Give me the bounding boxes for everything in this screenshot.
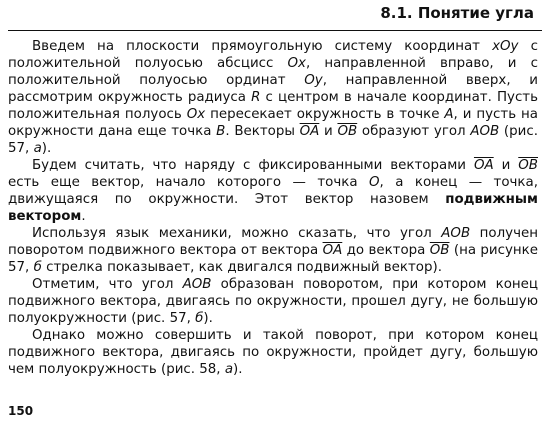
text-run: (на рисунке 57, <box>8 243 539 275</box>
formatted-run: AOB <box>470 124 500 139</box>
text-run: образован поворотом, при котором конец подвижного вектора, двигаясь по окружности, прошел дугу, не большую полуокружности (рис. 57, <box>8 277 539 326</box>
text-run: ). <box>41 141 52 156</box>
text-run: Отметим, что угол <box>32 277 183 292</box>
text-run: пересекает окружность в точке <box>205 107 445 122</box>
formatted-run: AOB <box>182 277 212 292</box>
formatted-run: а <box>224 362 234 377</box>
text-run: и <box>493 158 519 173</box>
text-run: Однако можно совершить и такой поворот, при котором конец подвижного вектора, двигаясь по окружности, пройдет дугу, большую чем полуокружность (рис. 58, <box>8 328 538 377</box>
formatted-run: $\overline{OB}$ <box>429 243 450 258</box>
text-run: , направленной вверх, и рассмотрим окружность радиуса <box>8 73 538 105</box>
formatted-run: б <box>33 260 42 275</box>
text-run: Введем на плоскости прямоугольную систему координат <box>32 39 493 54</box>
text-run: . Векторы <box>225 124 300 139</box>
text-run: , а конец — точка, движущаяся по окружности. Этот вектор назовем <box>8 175 538 207</box>
text-run: стрелка показывает, как двигался подвижный вектор). <box>41 260 442 275</box>
text-run: с центром в начале координат. Пусть положительная полуось <box>8 90 538 122</box>
formatted-run: $\overline{OB}$ <box>337 124 358 139</box>
formatted-run: подвижным вектором <box>8 192 538 224</box>
formatted-run: $\overline{OA}$ <box>322 243 343 258</box>
text-run: (рис. 57, <box>8 124 538 156</box>
text-run: есть еще вектор, начало которого — точка <box>8 175 369 190</box>
text-run: Используя язык механики, можно сказать, что угол <box>32 226 442 241</box>
section-header: 8.1. Понятие угла <box>380 4 534 22</box>
text-run: ). <box>203 311 213 326</box>
text-run: и <box>319 124 338 139</box>
formatted-run: A <box>444 107 454 122</box>
paragraph <box>8 38 538 157</box>
formatted-run: $\overline{OA}$ <box>299 124 320 139</box>
text-run: , направленной вправо, и с положительной полуосью ординат <box>8 56 538 88</box>
text-run: получен поворотом подвижного вектора от вектора <box>8 226 539 258</box>
formatted-run: $\overline{OA}$ <box>473 158 494 173</box>
formatted-run: B <box>216 124 226 139</box>
formatted-run: xOy <box>492 39 519 54</box>
formatted-run: Oy <box>304 73 323 88</box>
formatted-run: AOB <box>441 226 471 241</box>
header-rule <box>8 30 542 31</box>
paragraph <box>8 276 538 327</box>
formatted-run: Ox <box>287 56 306 71</box>
formatted-run: O <box>369 175 380 190</box>
formatted-run: R <box>251 90 261 105</box>
paragraph <box>8 225 538 276</box>
text-run: с положительной полуосью абсцисс <box>8 39 538 71</box>
text-run: образуют угол <box>357 124 471 139</box>
paragraph <box>8 327 538 378</box>
text-run: до вектора <box>342 243 430 258</box>
formatted-run: а <box>33 141 42 156</box>
formatted-run: Ox <box>186 107 206 122</box>
formatted-run: б <box>195 311 204 326</box>
formatted-run: $\overline{OB}$ <box>518 158 538 173</box>
page-body <box>8 38 538 378</box>
paragraph <box>8 157 538 225</box>
page-number: 150 <box>8 404 34 418</box>
text-run: Будем считать, что наряду с фиксированными векторами <box>32 158 474 173</box>
text-run: , и пусть на окружности дана еще точка <box>8 107 538 139</box>
text-run: ). <box>233 362 243 377</box>
text-run: . <box>81 209 86 224</box>
